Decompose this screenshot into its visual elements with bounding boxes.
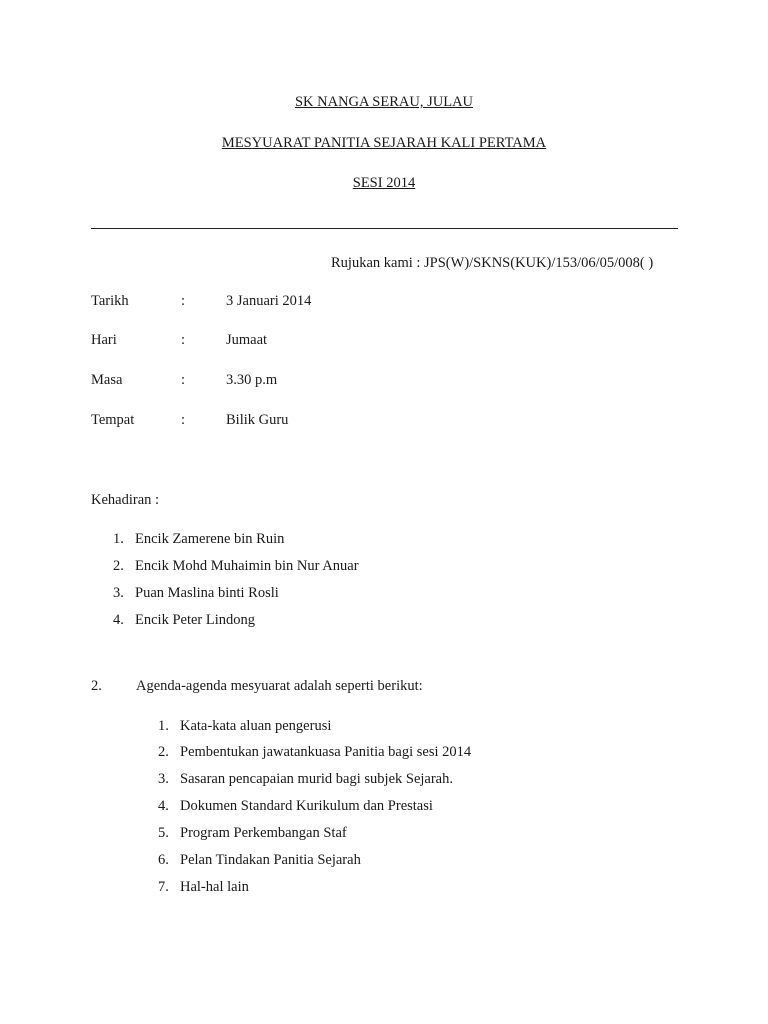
list-text: Kata-kata aluan pengerusi [180,718,332,734]
list-text: Sasaran pencapaian murid bagi subjek Sejarah. [180,771,453,787]
list-number: 1. [158,718,169,734]
list-text: Pelan Tindakan Panitia Sejarah [180,852,361,868]
list-number: 7. [158,879,169,895]
detail-value: 3 Januari 2014 [226,293,312,309]
session-title: SESI 2014 [352,175,416,191]
list-text: Encik Zamerene bin Ruin [135,531,285,547]
school-name: SK NANGA SERAU, JULAU [294,94,474,110]
list-text: Encik Mohd Muhaimin bin Nur Anuar [135,558,359,574]
detail-label: Tarikh [91,293,129,309]
agenda-section-number: 2. [91,678,102,694]
meeting-title: MESYUARAT PANITIA SEJARAH KALI PERTAMA [221,135,547,151]
list-text: Puan Maslina binti Rosli [135,585,279,601]
list-text: Hal-hal lain [180,879,249,895]
detail-colon: : [181,372,186,388]
list-number: 2. [158,744,169,760]
list-number: 6. [158,852,169,868]
detail-colon: : [181,332,186,348]
detail-colon: : [181,293,186,309]
list-number: 4. [113,612,124,628]
list-text: Dokumen Standard Kurikulum dan Prestasi [180,798,433,814]
detail-value: Bilik Guru [226,412,289,428]
list-text: Encik Peter Lindong [135,612,256,628]
attendance-heading: Kehadiran : [91,492,160,508]
list-number: 5. [158,825,169,841]
list-number: 1. [113,531,124,547]
list-number: 4. [158,798,169,814]
list-text: Program Perkembangan Staf [180,825,347,841]
detail-value: 3.30 p.m [226,372,278,388]
detail-label: Masa [91,372,123,388]
list-text: Pembentukan jawatankuasa Panitia bagi sesi 2014 [180,744,472,760]
agenda-intro: Agenda-agenda mesyuarat adalah seperti berikut: [136,678,423,694]
list-number: 3. [158,771,169,787]
detail-colon: : [181,412,186,428]
list-number: 2. [113,558,124,574]
detail-value: Jumaat [226,332,268,348]
reference-number: Rujukan kami : JPS(W)/SKNS(KUK)/153/06/05/008( ) [331,255,654,271]
detail-label: Hari [91,332,117,348]
header-divider [91,228,678,229]
list-number: 3. [113,585,124,601]
detail-label: Tempat [91,412,135,428]
